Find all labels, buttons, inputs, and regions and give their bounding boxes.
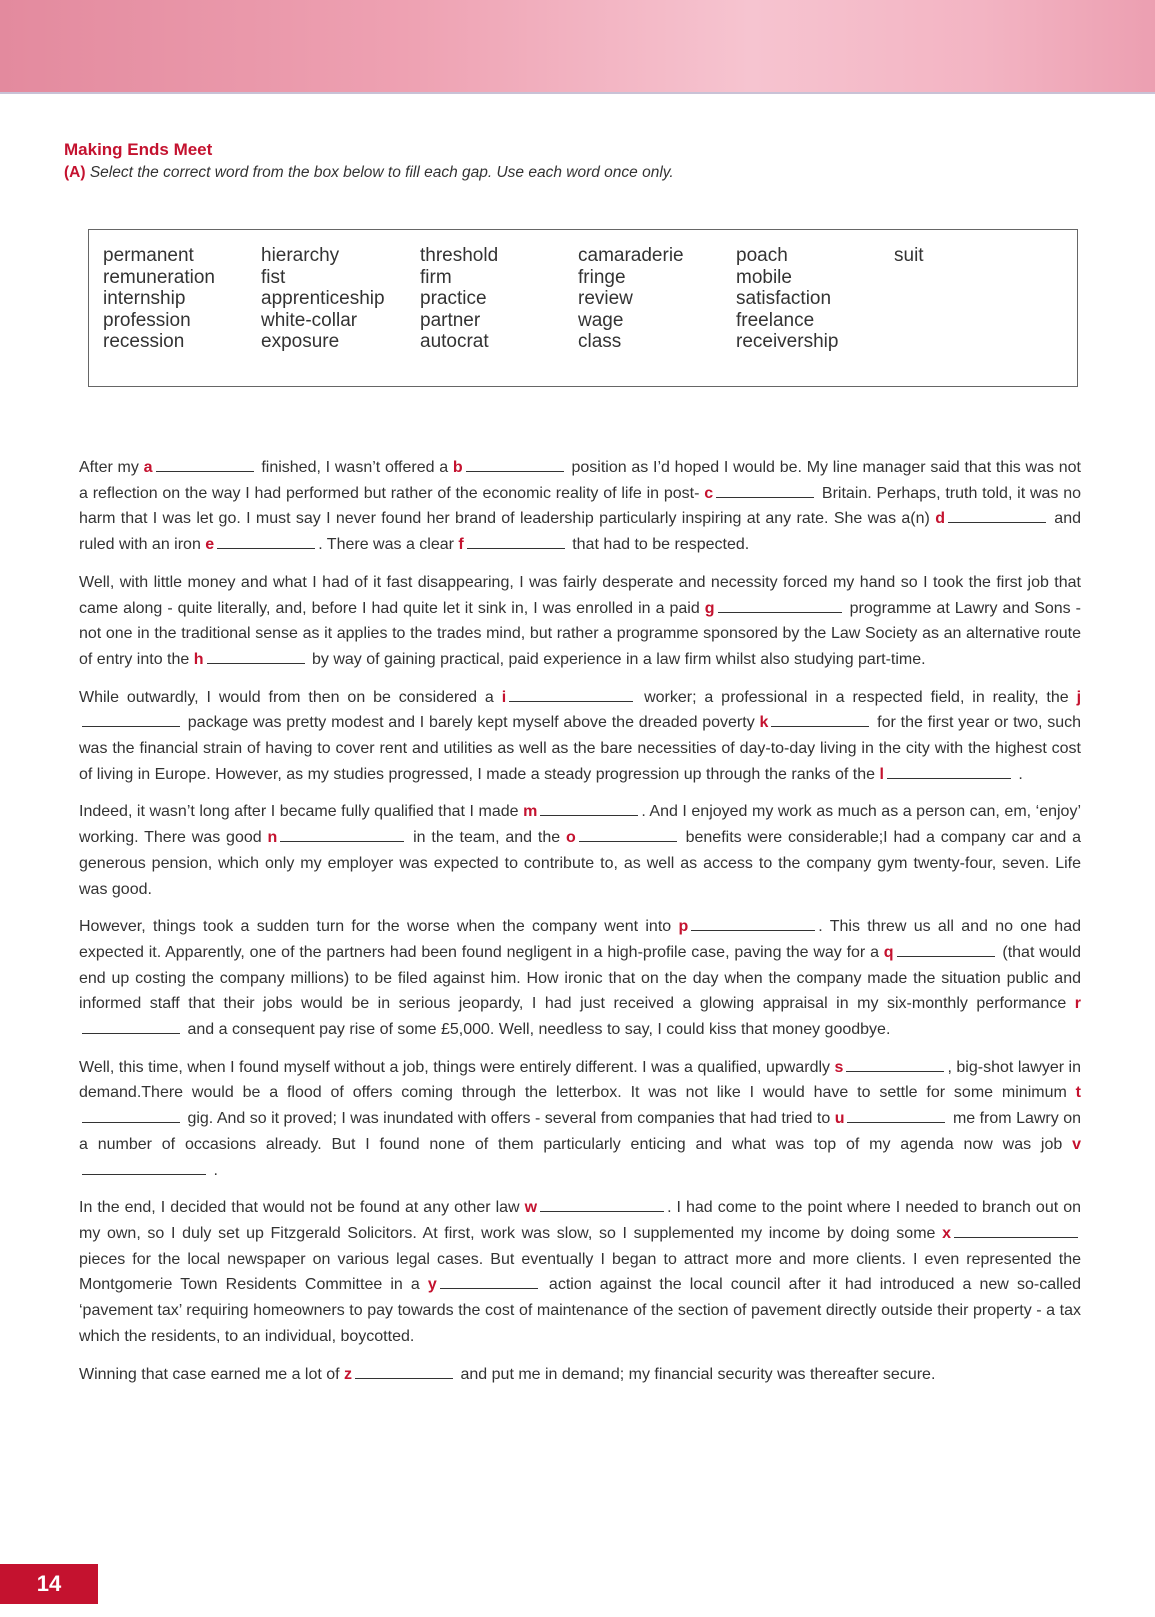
paragraph-2: Well, with little money and what I had of it fast disappearing, I was fairly desperate and necessity forced my hand so I took the first job that came along - quite literally, and, before I had quite let it sink in, I was enrolled in a paid g programme at Lawry and Sons - not one in the traditional sense as it applies to the trades mind, but rather a programme sponsored by the Law Society as an alternative route of entry into the h by way of gaining practical, paid experience in a law firm whilst also studying part-time. [79,573,1082,668]
exercise-title: Making Ends Meet [64,140,213,159]
word-column-6 [894,245,924,267]
word-item: exposure [261,331,340,352]
gap-blank[interactable] [771,711,869,727]
gap-blank[interactable] [217,533,315,549]
paragraph-8: Winning that case earned me a lot of z and put me in demand; my financial security was thereafter secure. [79,1362,1081,1388]
gap-letter: z [344,1365,353,1383]
gap-letter: p [678,918,689,936]
word-item: practice [420,288,487,309]
gap-letter: d [935,510,945,528]
gap-blank[interactable] [467,533,565,549]
gap-blank[interactable] [954,1222,1078,1238]
word-column-2 [261,245,385,353]
word-item: permanent [103,245,194,266]
gap-blank[interactable] [509,686,633,702]
gap-blank[interactable] [82,1107,180,1123]
gap-blank[interactable] [82,1159,206,1175]
page-number: 14 [0,1564,98,1604]
paragraph-6: Well, this time, when I found myself without a job, things were entirely different. I was a qualified, upwardly s , big-shot lawyer in demand.There would be a flood of offers coming through the letterbox. It was not like I would have to settle for some minimum t gig. And so it proved; I was inundated with offers - several from companies that had tried to u me from Lawry on a number of occasions already. But I found none of them particularly enticing and what was top of my agenda now was job v . [79,1055,1081,1184]
gap-blank[interactable] [948,507,1046,523]
word-item: freelance [736,309,815,331]
word-box [88,229,1078,387]
exercise-instruction [64,164,674,182]
word-item: hierarchy [261,245,340,266]
word-column-1 [103,245,215,353]
word-item: review [578,288,633,309]
paragraph-3: While outwardly, I would from then on be considered a i worker; a professional in a respected field, in reality, the j package was pretty modest and I barely kept myself above the dreaded poverty k for the first year or two, such was the financial strain of having to cover rent and utilities as well as the bare necessities of day-to-day living in the city with the highest cost of living in Europe. However, as my studies progressed, I made a steady progression up through the ranks of the l . [79,685,1081,788]
word-item: remuneration [103,266,215,288]
gap-letter: h [193,650,204,668]
gap-letter: f [458,536,464,554]
paragraph-1: After my a finished, I wasn’t offered a b position as I’d hoped I would be. My line manager said that this was not a reflection on the way I had performed but rather of the economic reality of life in post- c Britain. Perhaps, truth told, it was no harm that I was let go. I must say I never found her brand of leadership particularly inspiring at any rate. She was a(n) d and ruled with an iron e . There was a clear f that had to be respected. [79,455,1081,558]
word-item: receivership [736,331,839,352]
gap-letter: g [704,599,715,617]
paragraph-5: However, things took a sudden turn for the worse when the company went into p . This threw us all and no one had expected it. Apparently, one of the partners had been found negligent in a high-profile case, paving the way for a q (that would end up costing the company millions) to be filed against him. How ironic that on the day when the company made the situation public and informed staff that their jobs would be in serious jeopardy, I had just received a glowing appraisal in my six-monthly performance r and a consequent pay rise of some £5,000. Well, needless to say, I could kiss that money goodbye. [79,914,1081,1043]
word-item: partner [420,309,481,331]
word-item: mobile [736,266,792,288]
gap-letter: v [1072,1135,1082,1153]
word-item: poach [736,245,788,266]
gap-letter: e [205,536,215,554]
word-item: fist [261,266,286,288]
word-item: firm [420,266,452,288]
gap-blank[interactable] [355,1363,453,1379]
gap-blank[interactable] [82,1018,180,1034]
word-item: profession [103,309,191,331]
gap-blank[interactable] [466,456,564,472]
paragraph-4: Indeed, it wasn’t long after I became fully qualified that I made m . And I enjoyed my work as much as a person can, em, ‘enjoy’ working. There was good n in the team, and the o benefits were considerable;I had a company car and a generous pension, which only my employer was expected to contribute to, as well as access to the company gym twenty-four, seven. Life was good. [79,799,1081,902]
gap-letter: w [524,1199,538,1217]
gap-letter: j [1076,688,1082,706]
gap-blank[interactable] [540,800,638,816]
instruction-text: Select the correct word from the box below to fill each gap. Use each word once only. [89,164,674,181]
word-item: internship [103,288,186,309]
gap-letter: i [501,688,507,706]
gap-blank[interactable] [846,1056,944,1072]
gap-letter: s [834,1058,844,1076]
word-item: white-collar [261,309,358,331]
word-item: apprenticeship [261,288,385,309]
gap-blank[interactable] [440,1273,538,1289]
gap-letter: r [1074,995,1081,1013]
gap-blank[interactable] [207,648,305,664]
gap-letter: u [834,1110,845,1128]
gap-letter: b [452,459,463,476]
gap-blank[interactable] [156,456,254,472]
gap-letter: y [427,1276,437,1294]
word-item: suit [894,245,924,266]
paragraph-7: In the end, I decided that would not be found at any other law w . I had come to the point where I needed to branch out on my own, so I duly set up Fitzgerald Solicitors. At first, work was slow, so I supplemented my income by doing some x pieces for the local newspaper on various legal cases. But eventually I began to attract more and more clients. I even represented the Montgomerie Town Residents Committee in a y action against the local council after it had introduced a new so-called ‘pavement tax’ requiring homeowners to pay towards the cost of maintenance of the section of pavement directly outside their property - a tax which the residents, to an individual, boycotted. [79,1195,1081,1349]
gap-blank[interactable] [280,826,404,842]
gap-blank[interactable] [82,711,180,727]
header-banner [0,0,1155,94]
gap-blank[interactable] [887,763,1011,779]
gap-blank[interactable] [718,597,842,613]
word-item: wage [578,309,624,331]
word-item: fringe [578,266,626,288]
gap-letter: t [1075,1084,1081,1102]
gap-letter: l [879,765,884,783]
instruction-label: (A) [64,164,86,181]
gap-blank[interactable] [716,482,814,498]
gap-letter: k [759,714,769,732]
gap-letter: m [523,803,538,821]
passage [79,455,1081,1387]
gap-letter: a [143,459,153,476]
gap-letter: x [942,1224,951,1242]
gap-letter: c [704,484,714,502]
word-item: recession [103,331,185,352]
gap-blank[interactable] [847,1107,945,1123]
word-column-3 [420,245,498,353]
word-item: camaraderie [578,245,684,266]
word-item: class [578,331,622,352]
word-item: autocrat [420,331,489,352]
word-item: threshold [420,245,499,266]
gap-letter: o [565,829,576,847]
word-column-5 [736,245,838,353]
gap-blank[interactable] [579,826,677,842]
word-item: satisfaction [736,288,832,309]
gap-letter: n [267,829,278,847]
gap-blank[interactable] [897,941,995,957]
gap-blank[interactable] [540,1196,664,1212]
gap-blank[interactable] [691,915,815,931]
gap-letter: q [883,943,894,961]
word-column-4 [578,245,684,353]
